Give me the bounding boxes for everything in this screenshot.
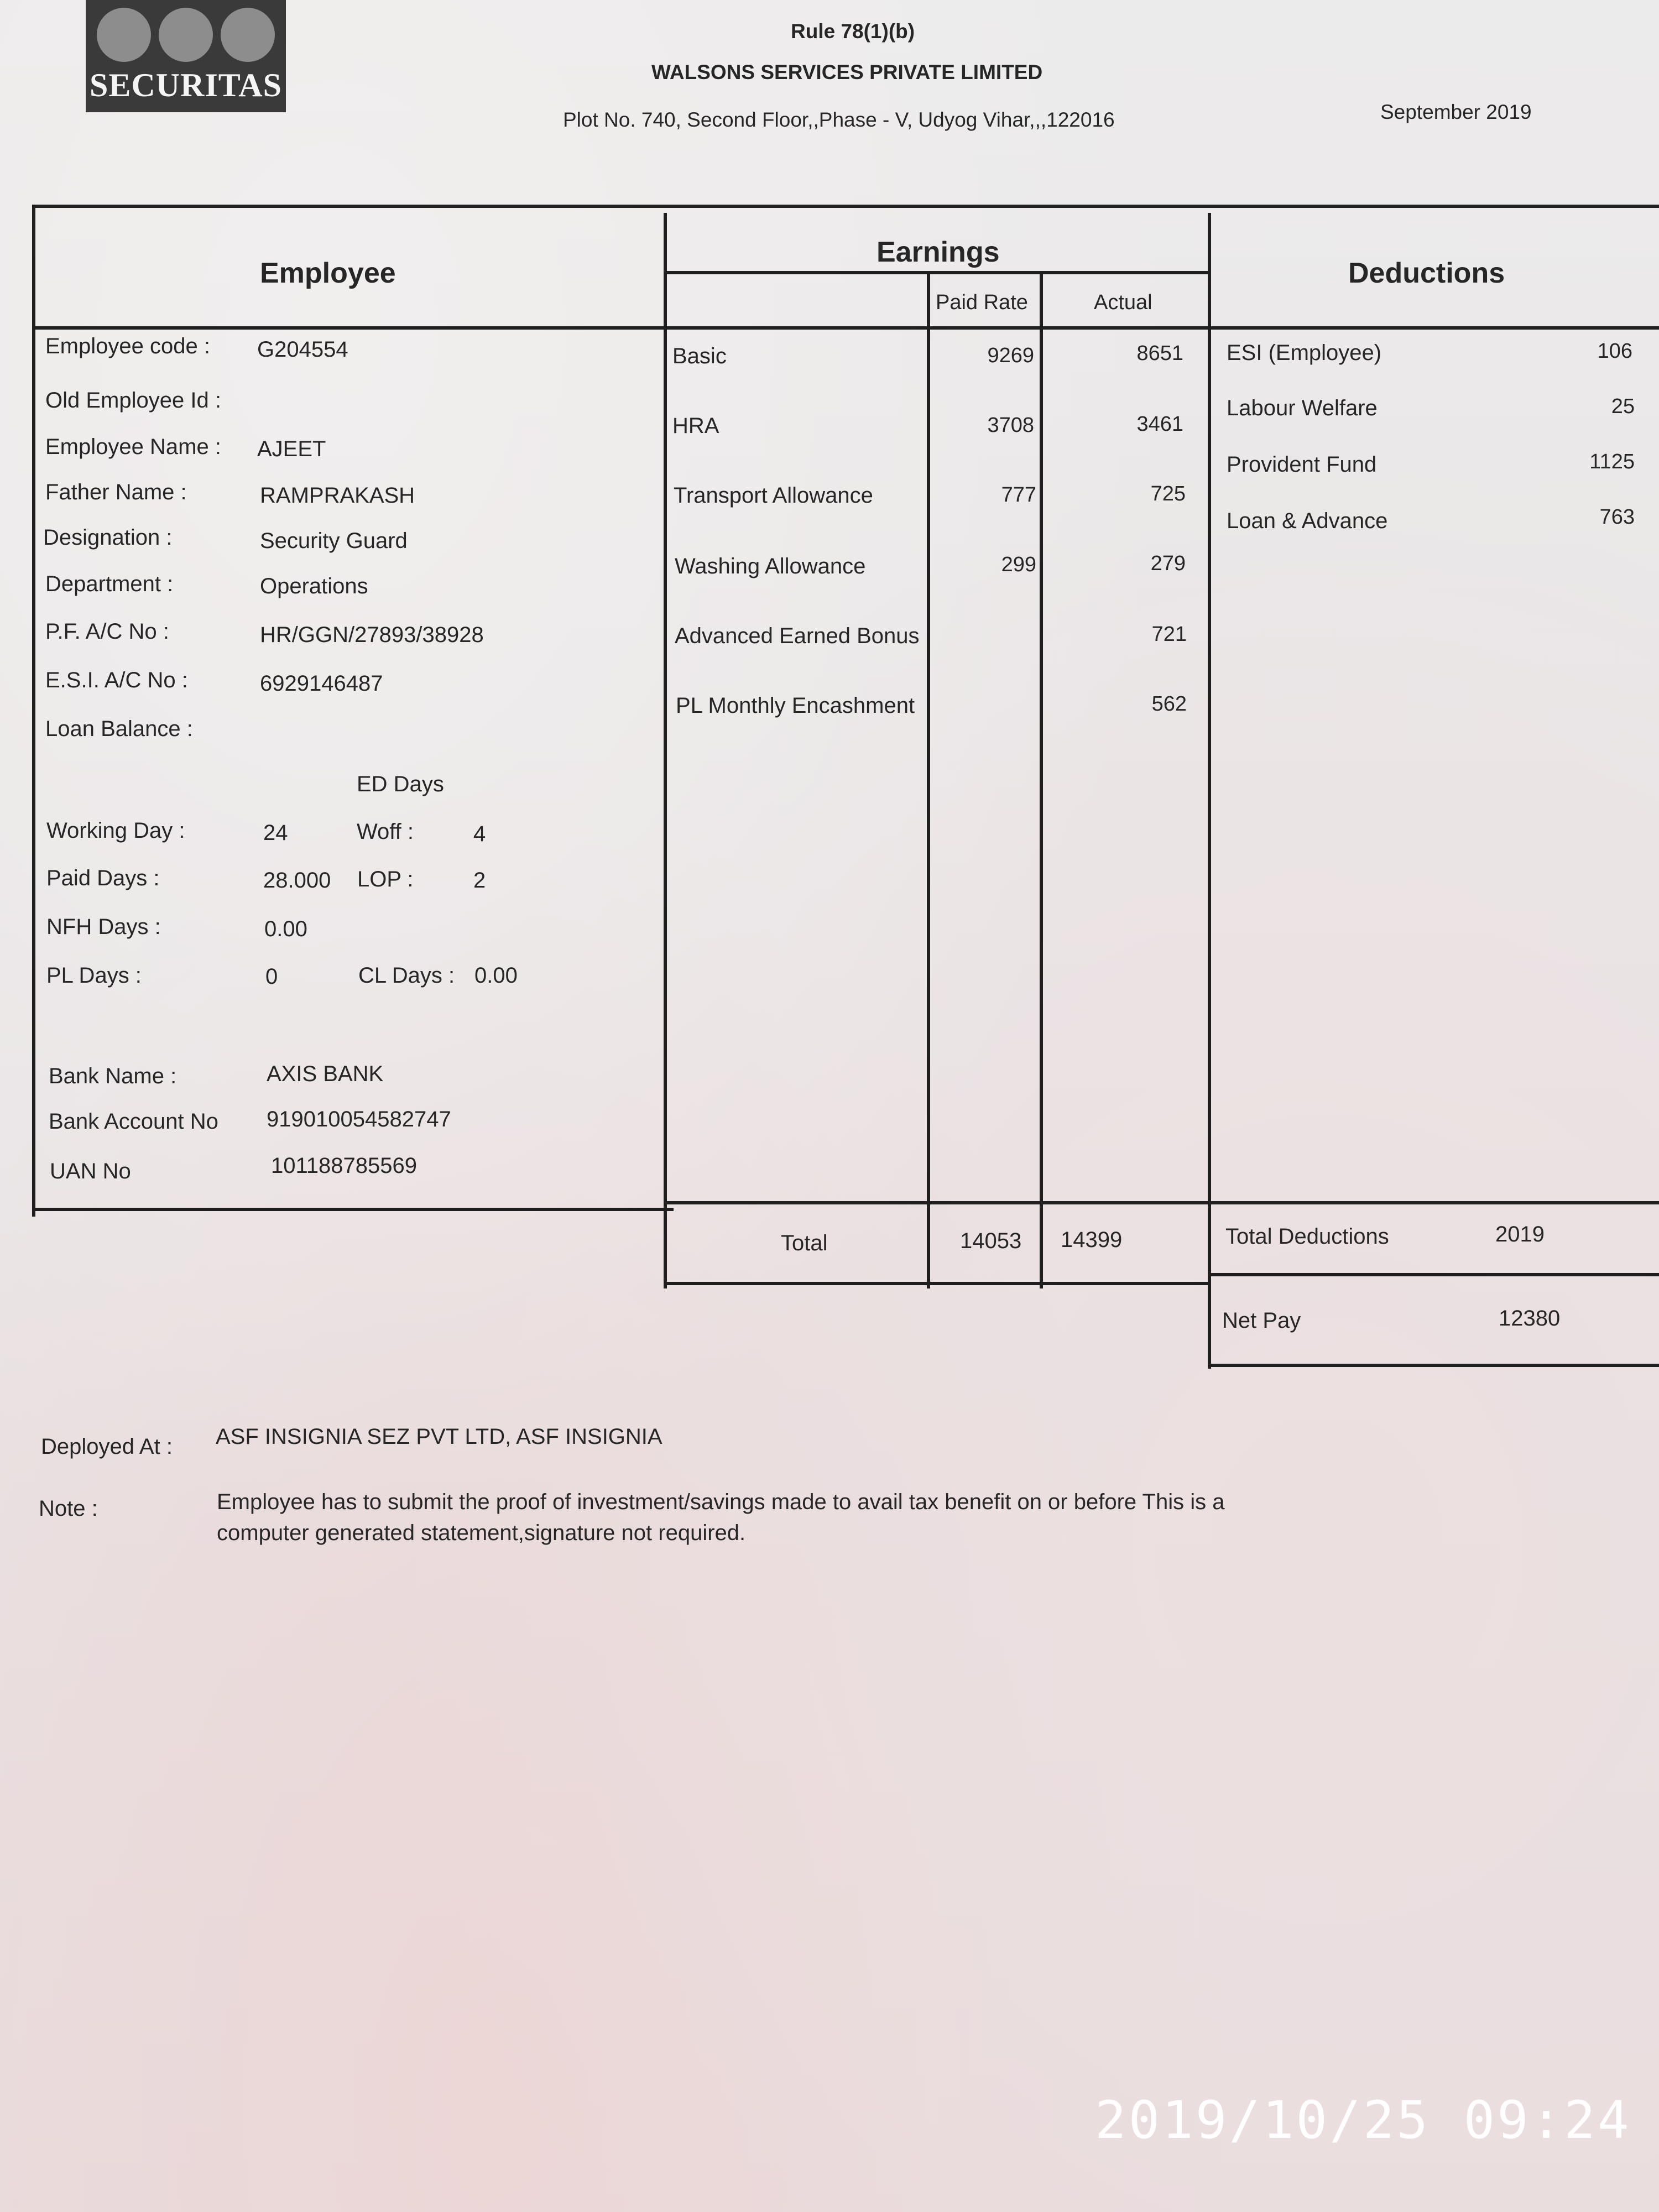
esi-account: 6929146487 — [260, 671, 383, 696]
divider — [1208, 1273, 1659, 1276]
photo-timestamp: 2019/10/25 09:24 — [1095, 2090, 1631, 2151]
logo-dot — [221, 8, 275, 62]
lop: 2 — [473, 868, 486, 893]
father-name: RAMPRAKASH — [260, 483, 415, 508]
divider — [1208, 1364, 1659, 1367]
designation-label: Designation : — [43, 525, 173, 550]
divider — [664, 1201, 1659, 1204]
old-employee-id-label: Old Employee Id : — [45, 388, 221, 413]
total-deductions: 2019 — [1495, 1222, 1545, 1246]
father-name-label: Father Name : — [45, 480, 187, 504]
ed-days-label: ED Days — [357, 772, 444, 796]
bank-account-label: Bank Account No — [49, 1109, 218, 1134]
note-line-1: Employee has to submit the proof of investment/savings made to avail tax benefit on or before This is a — [217, 1490, 1225, 1514]
earning-actual: 3461 — [1136, 413, 1183, 436]
divider — [32, 1208, 674, 1211]
cl-days-label: CL Days : — [358, 963, 455, 988]
woff-label: Woff : — [357, 820, 414, 844]
deduction-name: Provident Fund — [1227, 452, 1377, 477]
department: Operations — [260, 574, 368, 598]
employee-code: G204554 — [257, 337, 348, 362]
uan-label: UAN No — [50, 1159, 131, 1183]
earning-name: HRA — [672, 414, 719, 438]
deduction-name: Loan & Advance — [1227, 509, 1388, 533]
earning-actual: 279 — [1150, 552, 1186, 575]
total-label: Total — [781, 1231, 828, 1255]
paid-days: 28.000 — [263, 868, 331, 893]
pf-account-label: P.F. A/C No : — [45, 619, 169, 644]
earnings-header: Earnings — [877, 236, 1000, 268]
deductions-header: Deductions — [1348, 257, 1505, 289]
logo-dot — [97, 8, 151, 62]
earning-name: PL Monthly Encashment — [676, 693, 915, 718]
bank-name: AXIS BANK — [267, 1062, 384, 1086]
pl-days: 0 — [265, 964, 278, 989]
earning-paid-rate: 299 — [1001, 553, 1036, 576]
employee-name: AJEET — [257, 437, 326, 461]
earning-name: Basic — [672, 344, 727, 368]
total-deductions-label: Total Deductions — [1225, 1224, 1389, 1249]
securitas-logo — [86, 0, 286, 112]
earning-actual: 721 — [1151, 623, 1187, 646]
earning-actual: 8651 — [1136, 342, 1183, 365]
deduction-amount: 25 — [1611, 395, 1635, 418]
lop-label: LOP : — [357, 867, 414, 891]
note-label: Note : — [39, 1496, 98, 1521]
divider — [1208, 213, 1211, 1369]
nfh-days-label: NFH Days : — [46, 915, 161, 939]
pl-days-label: PL Days : — [46, 963, 142, 988]
earning-paid-rate: 3708 — [987, 414, 1034, 437]
woff: 4 — [473, 822, 486, 846]
paid-days-label: Paid Days : — [46, 866, 160, 890]
deduction-amount: 763 — [1599, 505, 1635, 529]
earning-actual: 725 — [1150, 482, 1186, 505]
bank-account: 919010054582747 — [267, 1107, 451, 1131]
employee-code-label: Employee code : — [45, 334, 210, 358]
nfh-days: 0.00 — [264, 917, 307, 941]
company-address: Plot No. 740, Second Floor,,Phase - V, Udyog Vihar,,,122016 — [563, 108, 1115, 131]
employee-name-label: Employee Name : — [45, 435, 221, 459]
designation: Security Guard — [260, 529, 408, 553]
earning-name: Transport Allowance — [674, 483, 873, 508]
logo-text: SECURITAS — [90, 67, 282, 103]
net-pay-label: Net Pay — [1222, 1308, 1301, 1333]
working-day-label: Working Day : — [46, 818, 185, 843]
total-actual: 14399 — [1061, 1228, 1123, 1252]
bank-name-label: Bank Name : — [49, 1064, 177, 1088]
esi-account-label: E.S.I. A/C No : — [45, 668, 188, 692]
earning-paid-rate: 9269 — [987, 344, 1034, 367]
loan-balance-label: Loan Balance : — [45, 717, 193, 741]
pf-account: HR/GGN/27893/38928 — [260, 623, 484, 647]
paid-rate-header: Paid Rate — [936, 291, 1028, 314]
pay-month: September 2019 — [1380, 101, 1532, 123]
actual-header: Actual — [1094, 291, 1152, 314]
department-label: Department : — [45, 572, 174, 596]
cl-days: 0.00 — [474, 963, 518, 988]
deduction-amount: 106 — [1597, 340, 1632, 363]
note-line-2: computer generated statement,signature not required. — [217, 1521, 746, 1545]
logo-dot — [159, 8, 213, 62]
divider — [32, 326, 1659, 330]
earning-name: Washing Allowance — [675, 554, 866, 578]
total-paid-rate: 14053 — [960, 1229, 1022, 1253]
earning-name: Advanced Earned Bonus — [675, 624, 920, 648]
divider — [664, 271, 1208, 274]
uan: 101188785569 — [271, 1154, 417, 1178]
earning-actual: 562 — [1151, 692, 1187, 716]
deduction-name: Labour Welfare — [1227, 396, 1378, 420]
rule-heading: Rule 78(1)(b) — [791, 20, 915, 43]
deployed-at-label: Deployed At : — [41, 1434, 173, 1459]
employee-header: Employee — [260, 257, 396, 289]
divider — [664, 1282, 1211, 1285]
net-pay: 12380 — [1499, 1306, 1561, 1331]
deployed-at: ASF INSIGNIA SEZ PVT LTD, ASF INSIGNIA — [216, 1425, 662, 1449]
deduction-amount: 1125 — [1589, 450, 1635, 473]
deduction-name: ESI (Employee) — [1227, 341, 1382, 365]
earning-paid-rate: 777 — [1001, 483, 1036, 507]
working-day: 24 — [263, 821, 288, 845]
divider — [664, 213, 667, 1288]
company-name: WALSONS SERVICES PRIVATE LIMITED — [651, 61, 1043, 84]
